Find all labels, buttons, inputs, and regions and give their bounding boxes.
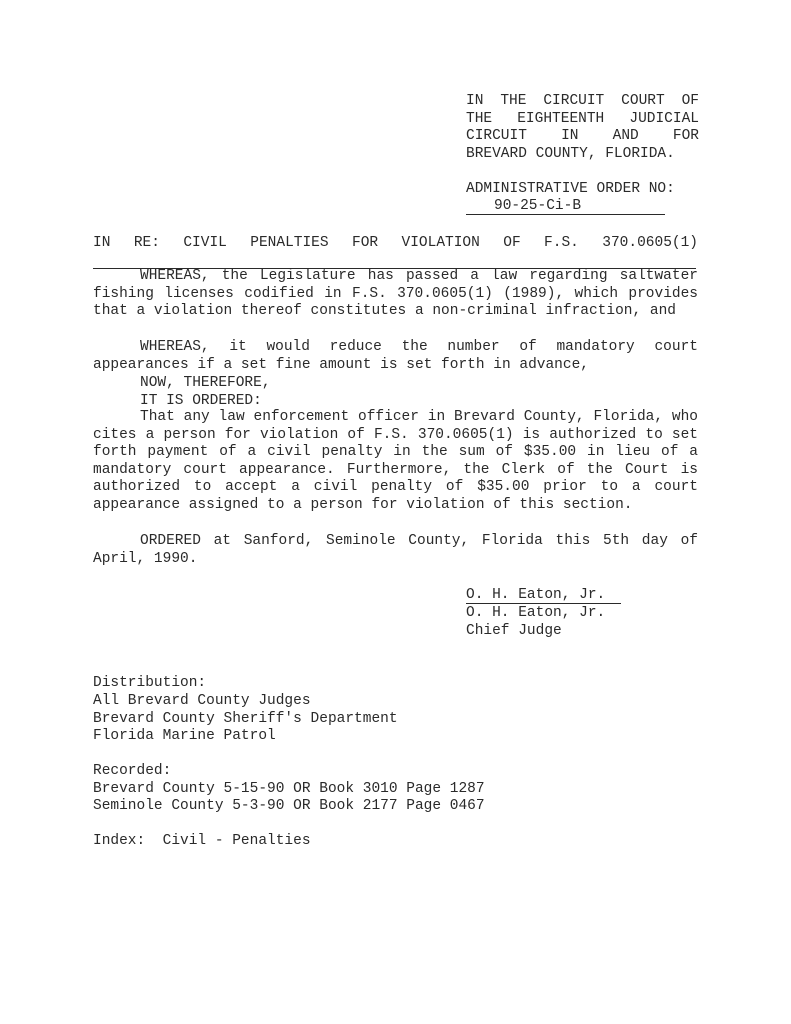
distribution-label: Distribution: [93, 675, 207, 691]
recorded-item: Brevard County 5-15-90 OR Book 3010 Page 1287 [93, 781, 485, 797]
court-line-1: IN THE CIRCUIT COURT OF [466, 93, 699, 109]
order-number: 90-25-Ci-B [494, 198, 582, 214]
now-therefore: NOW, THEREFORE, [140, 375, 271, 391]
judge-title: Chief Judge [466, 623, 562, 639]
in-re-line: IN RE: CIVIL PENALTIES FOR VIOLATION OF F.S. 370.0605(1) [93, 235, 698, 251]
court-line-3: CIRCUIT IN AND FOR [466, 128, 699, 145]
court-line-2: THE EIGHTEENTH JUDICIAL [466, 110, 699, 127]
ordered-at-paragraph: ORDERED at Sanford, Seminole County, Florida this 5th day of April, 1990. [93, 533, 698, 567]
order-label: ADMINISTRATIVE ORDER NO: [466, 181, 675, 197]
court-header [466, 93, 699, 163]
distribution-item: All Brevard County Judges [93, 693, 311, 709]
it-is-ordered: IT IS ORDERED: [140, 393, 262, 409]
index-line: Index: Civil - Penalties [93, 833, 311, 849]
distribution-item: Brevard County Sheriff's Department [93, 711, 398, 727]
recorded-item: Seminole County 5-3-90 OR Book 2177 Page 0467 [93, 798, 485, 814]
whereas-paragraph-1: WHEREAS, the Legislature has passed a law regarding saltwater fishing licenses codified in F.S. 370.0605(1) (1989), which provides that a violation thereof constitutes a non-criminal infraction, and [93, 268, 698, 320]
order-paragraph: That any law enforcement officer in Brevard County, Florida, who cites a person for violation of F.S. 370.0605(1) is authorized to set forth payment of a civil penalty in the sum of $35.00 in lieu of a mandatory court appearance. Furthermore, the Clerk of the Court is authorized to accept a civil penalty of $35.00 prior to a court appearance assigned to a person for violation of this section. [93, 409, 698, 513]
distribution-item: Florida Marine Patrol [93, 728, 276, 744]
signature-name: O. H. Eaton, Jr. [466, 587, 606, 603]
order-number-underline [466, 214, 665, 215]
recorded-label: Recorded: [93, 763, 172, 779]
judge-printed-name: O. H. Eaton, Jr. [466, 605, 606, 621]
whereas-paragraph-2: WHEREAS, it would reduce the number of mandatory court appearances if a set fine amount is set forth in advance, [93, 339, 698, 373]
court-line-4: BREVARD COUNTY, FLORIDA. [466, 145, 675, 162]
